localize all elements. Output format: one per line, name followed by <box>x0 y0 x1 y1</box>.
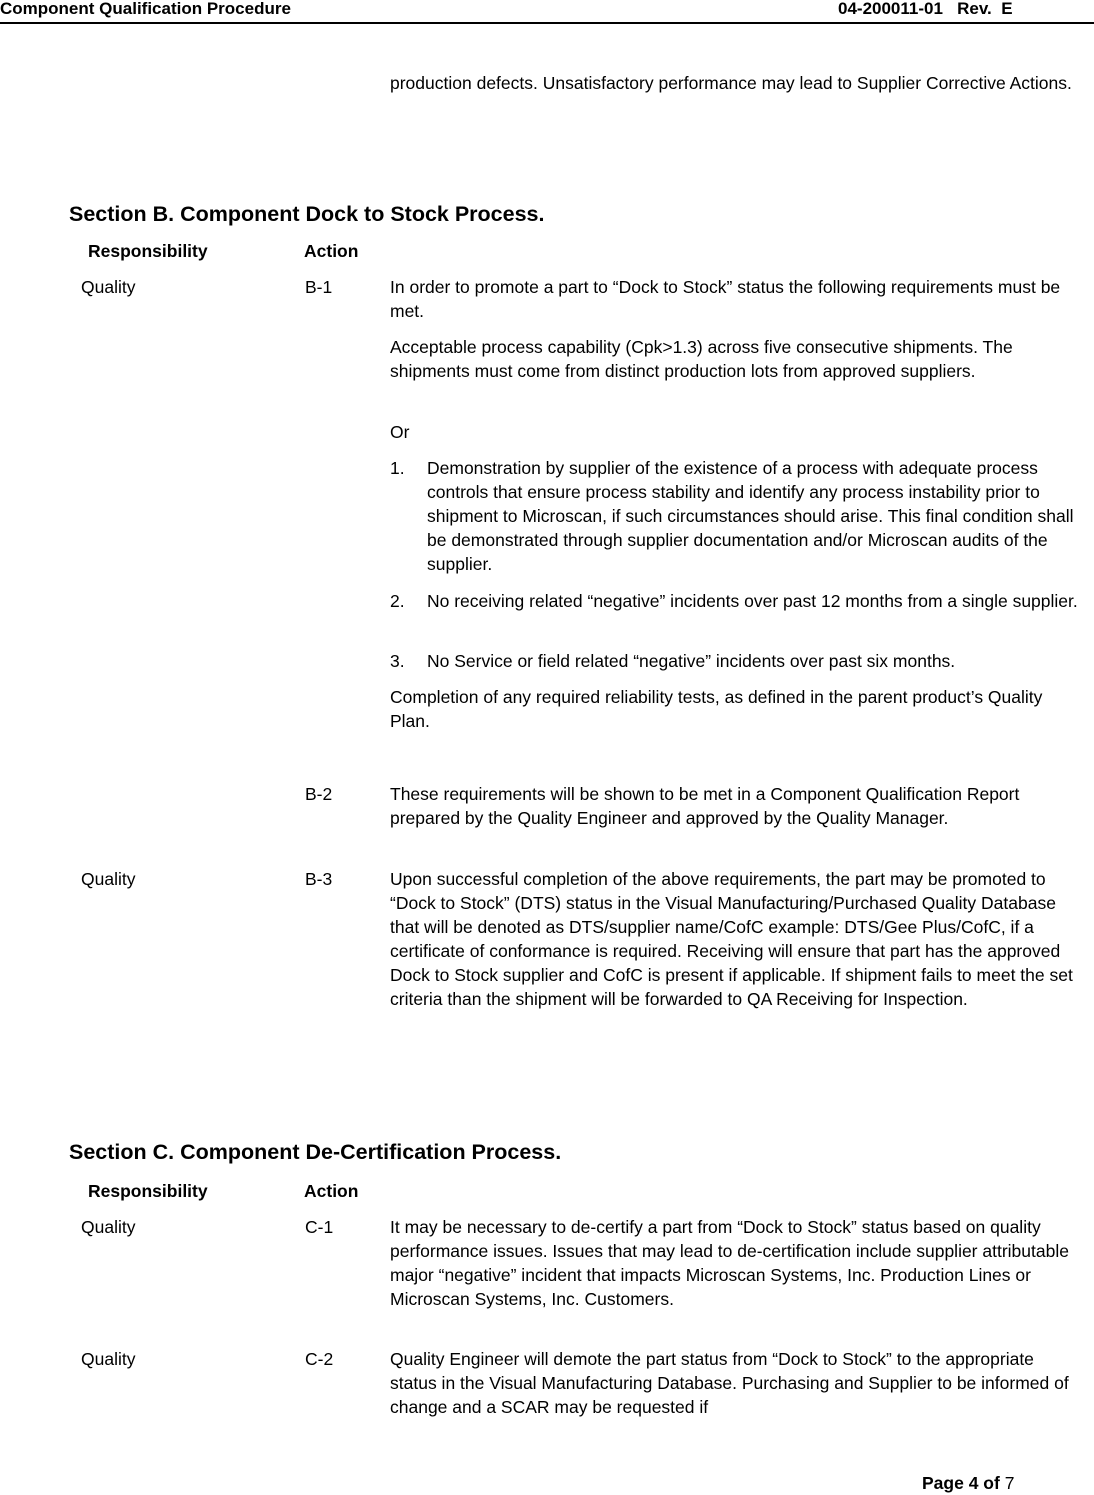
b1-list-item-3-number: 3. <box>390 651 405 671</box>
intro-paragraph: production defects. Unsatisfactory performance may lead to Supplier Corrective Actions. <box>390 73 1072 93</box>
document-title: Component Qualification Procedure <box>0 0 291 18</box>
page-footer <box>922 1472 1014 1494</box>
c2-code: C-2 <box>305 1349 334 1369</box>
page-label: Page <box>922 1473 969 1493</box>
section-b-title: Section B. Component Dock to Stock Process. <box>69 202 545 226</box>
c2-responsibility: Quality <box>81 1349 136 1369</box>
b1-paragraph-1: In order to promote a part to “Dock to Stock” status the following requirements must be met. <box>390 277 1061 321</box>
b1-list-item-2-number: 2. <box>390 591 405 611</box>
c1-code: C-1 <box>305 1217 334 1237</box>
b1-list-item-3-text: No Service or field related “negative” incidents over past six months. <box>427 651 956 671</box>
b3-responsibility: Quality <box>81 869 136 889</box>
c1-responsibility: Quality <box>81 1217 136 1237</box>
section-c-action-header: Action <box>304 1181 359 1201</box>
b1-code: B-1 <box>305 277 333 297</box>
b1-responsibility: Quality <box>81 277 136 297</box>
b1-paragraph-3: Completion of any required reliability tests, as defined in the parent product’s Quality Plan. <box>390 687 1043 731</box>
c2-text: Quality Engineer will demote the part status from “Dock to Stock” to the appropriate status in the Visual Manufacturing Database. Purchasing and Supplier to be informed of change and a SCAR may be requested if <box>390 1349 1069 1417</box>
document-number: 04-200011-01 Rev. E <box>838 0 1013 18</box>
c1-text: It may be necessary to de-certify a part from “Dock to Stock” status based on quality performance issues. Issues that may lead to de-certification include supplier attributable major “negative” incident that impacts Microscan Systems, Inc. Production Lines or Microscan Systems, Inc. Customers. <box>390 1217 1069 1309</box>
b1-list-item-2-text: No receiving related “negative” incidents over past 12 months from a single supplier. <box>427 591 1078 611</box>
section-b-responsibility-header: Responsibility <box>88 241 208 261</box>
section-c-title: Section C. Component De-Certification Process. <box>69 1140 562 1164</box>
page-of-label: of <box>978 1473 1005 1493</box>
b3-text: Upon successful completion of the above requirements, the part may be promoted to “Dock to Stock” (DTS) status in the Visual Manufacturing/Purchased Quality Database that will be denoted as DTS/supplier name/CofC example: DTS/Gee Plus/CofC, if a certificate of conformance is required. Receiving will ensure that part has the approved Dock to Stock supplier and CofC is present if applicable. If shipment fails to meet the set criteria than the shipment will be forwarded to QA Receiving for Inspection. <box>390 869 1073 1009</box>
page-header <box>0 0 1094 24</box>
section-b-action-header: Action <box>304 241 359 261</box>
section-c-responsibility-header: Responsibility <box>88 1181 208 1201</box>
b1-paragraph-2: Acceptable process capability (Cpk>1.3) across five consecutive shipments. The shipments must come from distinct production lots from approved suppliers. <box>390 337 1013 381</box>
b2-code: B-2 <box>305 784 333 804</box>
b1-list-item-1-text: Demonstration by supplier of the existence of a process with adequate process controls that ensure process stability and identify any process instability prior to shipment to Microscan, if such circumstances should arise. This final condition shall be demonstrated through supplier documentation and/or Microscan audits of the supplier. <box>427 458 1074 574</box>
page-current: 4 <box>968 1473 979 1493</box>
b3-code: B-3 <box>305 869 333 889</box>
b1-list-item-1-number: 1. <box>390 458 405 478</box>
b2-text: These requirements will be shown to be met in a Component Qualification Report prepared by the Quality Engineer and approved by the Quality Manager. <box>390 784 1020 828</box>
page-total: 7 <box>1004 1473 1015 1493</box>
b1-or: Or <box>390 422 410 442</box>
